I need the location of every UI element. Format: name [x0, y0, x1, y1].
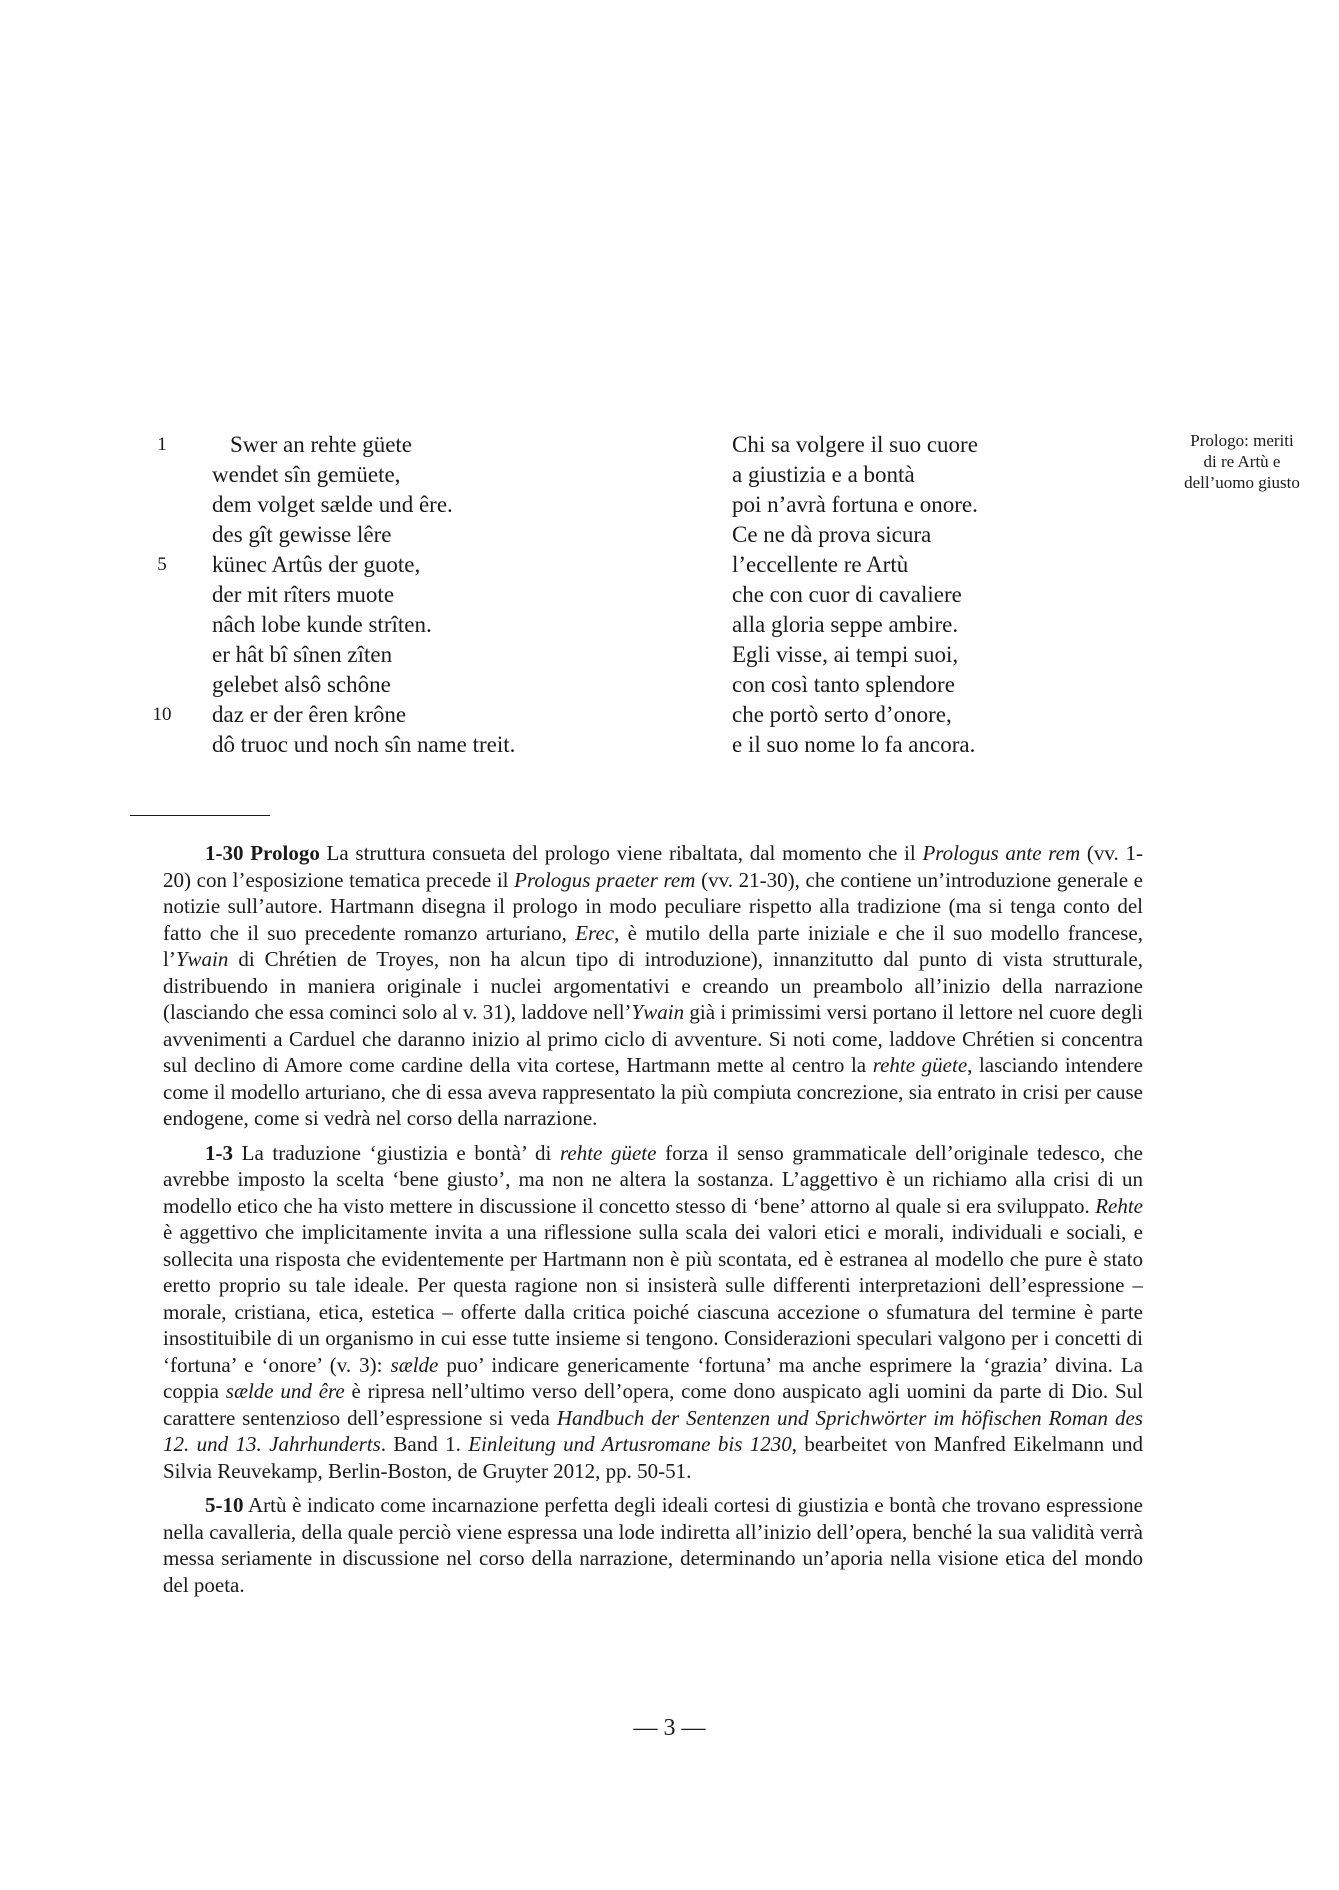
- verse-translation: a giustizia e a bontà: [732, 462, 915, 487]
- verse-translation: l’eccellente re Artù: [732, 552, 909, 577]
- verse-line: [0, 550, 1339, 580]
- note-italic: Ywain: [631, 1000, 685, 1024]
- note-text: , lasciando intendere come il modello arturiano, che di essa aveva rappresentato la più compiuta concrezione, sia entrato in crisi per cause endogene, come si vedrà nel corso della narrazione.: [163, 1053, 1143, 1130]
- note-text: già i primissimi versi portano il lettore nel cuore degli avvenimenti a Carduel che daranno inizio al primo ciclo di avventure. Si noti come, laddove Chrétien si concentra sul declino di Amore come cardine della vita cortese, Hartmann mette al centro la: [163, 1000, 1143, 1077]
- note-reference: 5-10: [205, 1493, 244, 1517]
- note-italic: Prologus ante rem: [922, 841, 1081, 865]
- verse-line: [0, 700, 1339, 730]
- verse-original: dem volget sælde und êre.: [212, 492, 453, 517]
- verse-number: 10: [152, 704, 172, 725]
- verse-translation: alla gloria seppe ambire.: [732, 612, 959, 637]
- verse-original: nâch lobe kunde strîten.: [212, 612, 432, 637]
- verse-number: 1: [157, 434, 167, 455]
- note-italic: rehte güete: [559, 1140, 657, 1165]
- verse-original: gelebet alsô schône: [212, 672, 391, 697]
- note-text: La struttura consueta del prologo viene ribaltata, dal momento che il: [319, 841, 923, 865]
- verse-line: [0, 430, 1339, 460]
- verse-line: [0, 460, 1339, 490]
- verse-translation: Ce ne dà prova sicura: [732, 522, 932, 547]
- verse-line: [0, 640, 1339, 670]
- note-text: , bearbeitet von Manfred Eikelmann und Silvia Reuvekamp, Berlin-Boston, de Gruyter 2012, pp. 50-51.: [163, 1432, 1143, 1483]
- note-text: è ripresa nell’ultimo verso dell’opera, come dono auspicato agli uomini da parte di Dio. Sul carattere sentenzioso dell’espressione si veda: [163, 1379, 1143, 1430]
- verse-translation: Egli visse, ai tempi suoi,: [732, 642, 959, 667]
- note-text: puo’ indicare genericamente ‘fortuna’ ma anche esprimere la ‘grazia’ divina. La coppia: [163, 1352, 1144, 1403]
- margin-note-line: dell’uomo giusto: [1184, 473, 1300, 492]
- note-italic: sælde: [390, 1352, 439, 1377]
- note-italic: rehte güete: [872, 1053, 968, 1077]
- note-text: Artù è indicato come incarnazione perfetta degli ideali cortesi di giustizia e bontà che trovano espressione nella cavalleria, della quale perciò viene espressa una lode indiretta all’inizio dell’opera, benché la sua validità verrà messa seriamente in discussione nel corso della narrazione, determinando un’aporia nella visione etica del mondo del poeta.: [163, 1493, 1143, 1597]
- verse-translation: che con cuor di cavaliere: [732, 582, 962, 607]
- note-italic: Erec: [575, 920, 615, 945]
- verse-translation: Chi sa volgere il suo cuore: [732, 432, 978, 457]
- note-text: (vv. 21-30), che contiene un’introduzione generale e notizie sull’autore. Hartmann disegna il prologo in modo peculiare rispetto alla tradizione (ma si tenga conto del fatto che il suo precedente romanzo arturiano,: [163, 867, 1144, 945]
- verse-line: [0, 730, 1339, 760]
- commentary-note: [163, 1140, 1143, 1485]
- note-italic: Prologus praeter rem: [514, 867, 696, 892]
- verse-original: daz er der êren krône: [212, 702, 407, 727]
- verse-translation: poi n’avrà fortuna e onore.: [732, 492, 978, 517]
- note-italic: Einleitung und Artusromane bis 1230: [468, 1432, 792, 1456]
- verse-line: [0, 670, 1339, 700]
- verse-original: wendet sîn gemüete,: [212, 462, 401, 487]
- verse-original: künec Artûs der guote,: [212, 552, 421, 577]
- margin-note: [1162, 430, 1322, 493]
- note-text: forza il senso grammaticale dell’originale tedesco, che avrebbe imposto la scelta ‘bene giusto’, ma non ne altera la sostanza. L’aggettivo è un richiamo alla crisi di un modello etico che ha visto mettere in discussione il concetto stesso di ‘bene’ attorno al quale si era sviluppato.: [163, 1140, 1143, 1218]
- note-italic: Ywain: [175, 947, 229, 971]
- verse-original: des gît gewisse lêre: [212, 522, 392, 547]
- verse-line: [0, 580, 1339, 610]
- note-italic: Handbuch der Sentenzen und Sprichwörter im höfischen Roman des 12. und 13. Jahrhunderts: [163, 1405, 1143, 1456]
- note-text: (vv. 1-20) con l’esposizione tematica precede il: [163, 841, 1143, 892]
- verse-line: [0, 490, 1339, 520]
- note-text: , è mutilo della parte iniziale e che il suo modello francese, l’: [163, 920, 1144, 971]
- note-reference: 1-3: [205, 1140, 233, 1165]
- footnote-separator: [130, 815, 270, 816]
- note-italic: Rehte: [1095, 1193, 1143, 1218]
- note-text: di Chrétien de Troyes, non ha alcun tipo di introduzione), innanzitutto dal punto di vista strutturale, distribuendo in maniera originale i nuclei argomentativi e creando un preambolo all’inizio della narrazione (lasciando che essa cominci solo al v. 31), laddove nell’: [163, 947, 1143, 1024]
- note-text: . Band 1.: [380, 1432, 469, 1456]
- note-italic: sælde und êre: [225, 1379, 345, 1403]
- commentary: [163, 840, 1143, 1606]
- commentary-note: [163, 840, 1143, 1132]
- verse-original: er hât bî sînen zîten: [212, 642, 393, 667]
- verse-translation: che portò serto d’onore,: [732, 702, 952, 727]
- verse-line: [0, 520, 1339, 550]
- note-reference: 1-30 Prologo: [205, 841, 320, 865]
- verse-original: dô truoc und noch sîn name treit.: [212, 732, 516, 757]
- verse-translation: e il suo nome lo fa ancora.: [732, 732, 976, 757]
- note-text: è aggettivo che implicitamente invita a una riflessione sulla scala dei valori etici e morali, individuali e sociali, e sollecita una risposta che evidentemente per Hartmann non è più scontata, ed è estranea al modello che pure è stato eretto proprio su tale ideale. Per questa ragione non si insisterà sulle differenti interpretazioni dell’espressione – morale, cristiana, etica, estetica – offerte dalla critica poiché ciascuna accezione o sfumatura del termine è parte insostituibile di un organismo in cui esse tutte insieme si tengono. Considerazioni speculari valgono per i concetti di ‘fortuna’ e ‘onore’ (v. 3):: [163, 1220, 1143, 1377]
- verse-number: 5: [157, 554, 167, 575]
- verse-line: [0, 610, 1339, 640]
- margin-note-line: di re Artù e: [1203, 452, 1281, 471]
- commentary-note: [163, 1492, 1143, 1598]
- verse-original: Swer an rehte güete: [230, 432, 413, 457]
- note-text: La traduzione ‘giustizia e bontà’ di: [233, 1140, 560, 1165]
- margin-note-line: Prologo: meriti: [1190, 431, 1294, 450]
- verse-translation: con così tanto splendore: [732, 672, 955, 697]
- page-number: — 3 —: [633, 1715, 706, 1741]
- verse-original: der mit rîters muote: [212, 582, 395, 607]
